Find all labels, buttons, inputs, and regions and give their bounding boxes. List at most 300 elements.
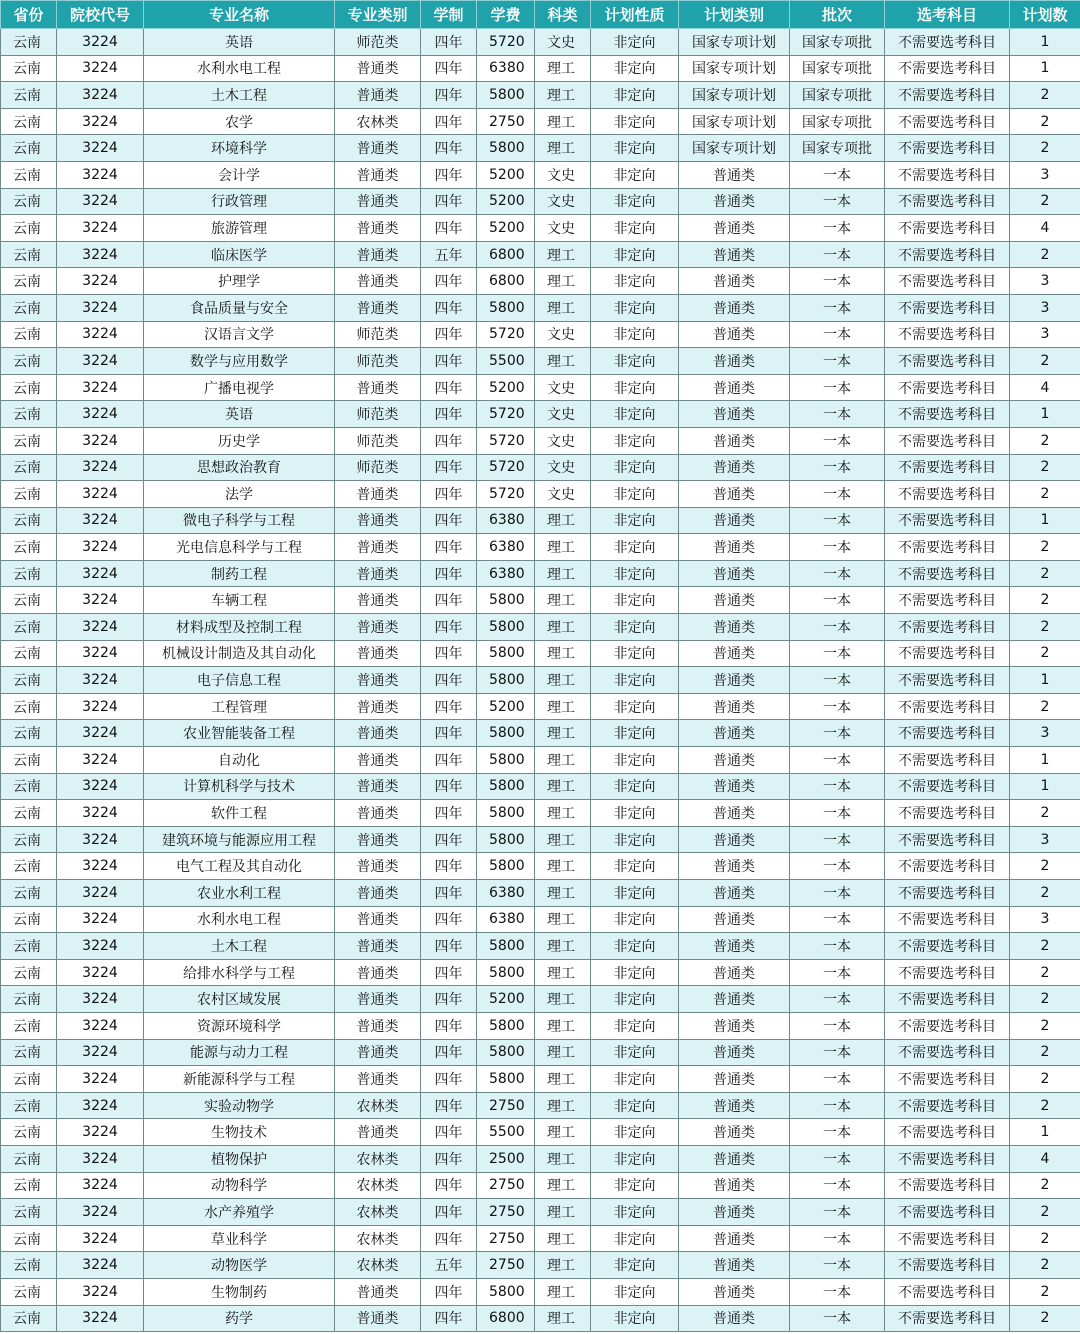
cell-col-school-code: 3224 — [57, 933, 144, 960]
cell-col-plan-nature: 非定向 — [591, 747, 679, 774]
cell-col-subject: 文史 — [535, 321, 591, 348]
cell-col-province: 云南 — [1, 481, 57, 508]
table-row — [1, 241, 1080, 268]
table-row — [1, 906, 1080, 933]
cell-col-tuition: 5720 — [477, 454, 535, 481]
cell-col-major-name: 新能源科学与工程 — [144, 1066, 335, 1093]
header-col-duration: 学制 — [421, 1, 477, 29]
cell-col-plan-category: 普通类 — [679, 667, 790, 694]
cell-col-plan-category: 普通类 — [679, 534, 790, 561]
cell-col-duration: 四年 — [421, 268, 477, 295]
cell-col-duration: 四年 — [421, 215, 477, 242]
cell-col-major-type: 普通类 — [335, 1119, 421, 1146]
cell-col-plan-count: 2 — [1010, 614, 1080, 641]
cell-col-plan-count: 1 — [1010, 773, 1080, 800]
cell-col-school-code: 3224 — [57, 82, 144, 109]
cell-col-tuition: 5800 — [477, 933, 535, 960]
cell-col-plan-count: 2 — [1010, 1199, 1080, 1226]
cell-col-major-name: 食品质量与安全 — [144, 294, 335, 321]
cell-col-province: 云南 — [1, 55, 57, 82]
cell-col-elective-subjects: 不需要选考科目 — [885, 1172, 1010, 1199]
cell-col-duration: 四年 — [421, 614, 477, 641]
table-row — [1, 215, 1080, 242]
cell-col-duration: 四年 — [421, 82, 477, 109]
cell-col-duration: 四年 — [421, 29, 477, 56]
cell-col-elective-subjects: 不需要选考科目 — [885, 1199, 1010, 1226]
cell-col-major-name: 微电子科学与工程 — [144, 507, 335, 534]
table-row — [1, 587, 1080, 614]
cell-col-school-code: 3224 — [57, 693, 144, 720]
cell-col-plan-count: 2 — [1010, 427, 1080, 454]
cell-col-duration: 四年 — [421, 933, 477, 960]
cell-col-duration: 五年 — [421, 241, 477, 268]
cell-col-major-type: 普通类 — [335, 188, 421, 215]
cell-col-major-name: 思想政治教育 — [144, 454, 335, 481]
cell-col-tuition: 5500 — [477, 1119, 535, 1146]
cell-col-duration: 四年 — [421, 1278, 477, 1305]
cell-col-plan-count: 3 — [1010, 906, 1080, 933]
cell-col-major-name: 光电信息科学与工程 — [144, 534, 335, 561]
cell-col-subject: 理工 — [535, 108, 591, 135]
cell-col-subject: 理工 — [535, 1012, 591, 1039]
cell-col-batch: 一本 — [790, 534, 885, 561]
cell-col-duration: 四年 — [421, 1199, 477, 1226]
cell-col-school-code: 3224 — [57, 1012, 144, 1039]
cell-col-major-name: 计算机科学与技术 — [144, 773, 335, 800]
cell-col-plan-nature: 非定向 — [591, 1172, 679, 1199]
cell-col-tuition: 6380 — [477, 560, 535, 587]
table-row — [1, 693, 1080, 720]
cell-col-major-name: 会计学 — [144, 161, 335, 188]
cell-col-major-name: 建筑环境与能源应用工程 — [144, 826, 335, 853]
cell-col-major-type: 普通类 — [335, 587, 421, 614]
cell-col-batch: 一本 — [790, 374, 885, 401]
cell-col-tuition: 5720 — [477, 321, 535, 348]
cell-col-province: 云南 — [1, 587, 57, 614]
cell-col-plan-category: 普通类 — [679, 268, 790, 295]
table-row — [1, 294, 1080, 321]
cell-col-school-code: 3224 — [57, 587, 144, 614]
cell-col-duration: 四年 — [421, 294, 477, 321]
cell-col-batch: 一本 — [790, 560, 885, 587]
cell-col-duration: 四年 — [421, 693, 477, 720]
cell-col-major-name: 资源环境科学 — [144, 1012, 335, 1039]
cell-col-major-type: 普通类 — [335, 720, 421, 747]
cell-col-duration: 四年 — [421, 534, 477, 561]
cell-col-plan-count: 2 — [1010, 135, 1080, 162]
cell-col-province: 云南 — [1, 853, 57, 880]
cell-col-province: 云南 — [1, 933, 57, 960]
cell-col-batch: 一本 — [790, 294, 885, 321]
cell-col-plan-nature: 非定向 — [591, 667, 679, 694]
cell-col-major-type: 普通类 — [335, 933, 421, 960]
cell-col-subject: 理工 — [535, 747, 591, 774]
cell-col-plan-category: 普通类 — [679, 747, 790, 774]
cell-col-plan-nature: 非定向 — [591, 1305, 679, 1332]
cell-col-subject: 理工 — [535, 1039, 591, 1066]
cell-col-subject: 理工 — [535, 1066, 591, 1093]
cell-col-plan-nature: 非定向 — [591, 587, 679, 614]
cell-col-tuition: 5200 — [477, 693, 535, 720]
cell-col-batch: 一本 — [790, 348, 885, 375]
cell-col-subject: 文史 — [535, 454, 591, 481]
cell-col-elective-subjects: 不需要选考科目 — [885, 906, 1010, 933]
cell-col-batch: 一本 — [790, 587, 885, 614]
cell-col-province: 云南 — [1, 880, 57, 907]
cell-col-major-name: 动物科学 — [144, 1172, 335, 1199]
cell-col-province: 云南 — [1, 1199, 57, 1226]
cell-col-major-name: 广播电视学 — [144, 374, 335, 401]
cell-col-major-name: 生物技术 — [144, 1119, 335, 1146]
cell-col-subject: 理工 — [535, 1252, 591, 1279]
cell-col-major-type: 普通类 — [335, 82, 421, 109]
cell-col-major-name: 护理学 — [144, 268, 335, 295]
cell-col-elective-subjects: 不需要选考科目 — [885, 1012, 1010, 1039]
cell-col-plan-count: 2 — [1010, 1066, 1080, 1093]
cell-col-plan-category: 普通类 — [679, 348, 790, 375]
cell-col-subject: 理工 — [535, 1225, 591, 1252]
cell-col-plan-category: 普通类 — [679, 826, 790, 853]
cell-col-school-code: 3224 — [57, 481, 144, 508]
cell-col-tuition: 6380 — [477, 880, 535, 907]
cell-col-elective-subjects: 不需要选考科目 — [885, 1225, 1010, 1252]
cell-col-plan-category: 普通类 — [679, 1039, 790, 1066]
cell-col-province: 云南 — [1, 135, 57, 162]
cell-col-plan-nature: 非定向 — [591, 959, 679, 986]
cell-col-tuition: 2750 — [477, 1172, 535, 1199]
cell-col-subject: 理工 — [535, 880, 591, 907]
cell-col-major-name: 软件工程 — [144, 800, 335, 827]
cell-col-plan-count: 1 — [1010, 1119, 1080, 1146]
cell-col-duration: 四年 — [421, 374, 477, 401]
cell-col-major-name: 材料成型及控制工程 — [144, 614, 335, 641]
cell-col-province: 云南 — [1, 374, 57, 401]
cell-col-duration: 四年 — [421, 188, 477, 215]
cell-col-plan-count: 2 — [1010, 800, 1080, 827]
cell-col-plan-nature: 非定向 — [591, 108, 679, 135]
table-row — [1, 188, 1080, 215]
cell-col-plan-nature: 非定向 — [591, 986, 679, 1013]
cell-col-plan-count: 2 — [1010, 959, 1080, 986]
cell-col-province: 云南 — [1, 534, 57, 561]
cell-col-plan-count: 4 — [1010, 374, 1080, 401]
cell-col-plan-count: 2 — [1010, 188, 1080, 215]
cell-col-batch: 一本 — [790, 693, 885, 720]
cell-col-major-type: 普通类 — [335, 1278, 421, 1305]
cell-col-elective-subjects: 不需要选考科目 — [885, 294, 1010, 321]
cell-col-major-type: 普通类 — [335, 135, 421, 162]
cell-col-major-name: 法学 — [144, 481, 335, 508]
cell-col-school-code: 3224 — [57, 773, 144, 800]
cell-col-major-type: 普通类 — [335, 986, 421, 1013]
cell-col-province: 云南 — [1, 640, 57, 667]
cell-col-subject: 理工 — [535, 1278, 591, 1305]
table-row — [1, 1225, 1080, 1252]
cell-col-tuition: 5200 — [477, 161, 535, 188]
cell-col-tuition: 5800 — [477, 1278, 535, 1305]
cell-col-major-name: 给排水科学与工程 — [144, 959, 335, 986]
table-row — [1, 1066, 1080, 1093]
table-header-row — [1, 1, 1080, 29]
cell-col-major-type: 普通类 — [335, 161, 421, 188]
table-row — [1, 135, 1080, 162]
cell-col-subject: 理工 — [535, 720, 591, 747]
cell-col-tuition: 5800 — [477, 614, 535, 641]
cell-col-batch: 一本 — [790, 640, 885, 667]
cell-col-subject: 理工 — [535, 1199, 591, 1226]
cell-col-batch: 一本 — [790, 1092, 885, 1119]
cell-col-subject: 理工 — [535, 587, 591, 614]
cell-col-tuition: 5800 — [477, 587, 535, 614]
header-col-elective-subjects: 选考科目 — [885, 1, 1010, 29]
cell-col-duration: 四年 — [421, 986, 477, 1013]
cell-col-province: 云南 — [1, 268, 57, 295]
cell-col-tuition: 5800 — [477, 1012, 535, 1039]
cell-col-batch: 国家专项批 — [790, 108, 885, 135]
cell-col-province: 云南 — [1, 826, 57, 853]
cell-col-major-type: 普通类 — [335, 268, 421, 295]
cell-col-major-type: 农林类 — [335, 108, 421, 135]
cell-col-plan-nature: 非定向 — [591, 427, 679, 454]
cell-col-school-code: 3224 — [57, 1092, 144, 1119]
cell-col-plan-nature: 非定向 — [591, 560, 679, 587]
cell-col-plan-category: 普通类 — [679, 880, 790, 907]
cell-col-major-type: 普通类 — [335, 800, 421, 827]
cell-col-major-type: 普通类 — [335, 241, 421, 268]
cell-col-plan-category: 国家专项计划 — [679, 108, 790, 135]
table-body — [1, 29, 1080, 1332]
cell-col-batch: 一本 — [790, 1278, 885, 1305]
cell-col-batch: 一本 — [790, 1305, 885, 1332]
cell-col-major-type: 农林类 — [335, 1172, 421, 1199]
table-row — [1, 1278, 1080, 1305]
cell-col-plan-nature: 非定向 — [591, 215, 679, 242]
cell-col-plan-count: 2 — [1010, 348, 1080, 375]
cell-col-major-name: 数学与应用数学 — [144, 348, 335, 375]
cell-col-plan-count: 2 — [1010, 108, 1080, 135]
cell-col-major-name: 水利水电工程 — [144, 55, 335, 82]
cell-col-major-type: 普通类 — [335, 294, 421, 321]
cell-col-tuition: 2750 — [477, 1199, 535, 1226]
table-row — [1, 1092, 1080, 1119]
cell-col-major-type: 师范类 — [335, 454, 421, 481]
cell-col-major-name: 水利水电工程 — [144, 906, 335, 933]
cell-col-plan-category: 国家专项计划 — [679, 55, 790, 82]
table-row — [1, 720, 1080, 747]
cell-col-plan-count: 1 — [1010, 747, 1080, 774]
cell-col-subject: 理工 — [535, 82, 591, 109]
cell-col-tuition: 5200 — [477, 374, 535, 401]
cell-col-elective-subjects: 不需要选考科目 — [885, 241, 1010, 268]
cell-col-batch: 一本 — [790, 321, 885, 348]
cell-col-batch: 一本 — [790, 401, 885, 428]
cell-col-duration: 四年 — [421, 55, 477, 82]
cell-col-major-type: 普通类 — [335, 481, 421, 508]
cell-col-duration: 四年 — [421, 321, 477, 348]
cell-col-elective-subjects: 不需要选考科目 — [885, 560, 1010, 587]
cell-col-plan-count: 3 — [1010, 321, 1080, 348]
cell-col-tuition: 5800 — [477, 82, 535, 109]
cell-col-major-type: 普通类 — [335, 1066, 421, 1093]
cell-col-plan-nature: 非定向 — [591, 1145, 679, 1172]
cell-col-tuition: 6380 — [477, 507, 535, 534]
cell-col-major-name: 实验动物学 — [144, 1092, 335, 1119]
cell-col-plan-category: 普通类 — [679, 481, 790, 508]
cell-col-province: 云南 — [1, 1092, 57, 1119]
cell-col-duration: 四年 — [421, 1012, 477, 1039]
table-row — [1, 108, 1080, 135]
cell-col-major-name: 土木工程 — [144, 82, 335, 109]
cell-col-batch: 一本 — [790, 1145, 885, 1172]
cell-col-province: 云南 — [1, 906, 57, 933]
cell-col-major-type: 师范类 — [335, 401, 421, 428]
cell-col-batch: 国家专项批 — [790, 135, 885, 162]
cell-col-major-name: 电子信息工程 — [144, 667, 335, 694]
cell-col-province: 云南 — [1, 1039, 57, 1066]
cell-col-school-code: 3224 — [57, 1119, 144, 1146]
cell-col-major-name: 农业水利工程 — [144, 880, 335, 907]
header-col-plan-count: 计划数 — [1010, 1, 1080, 29]
cell-col-plan-count: 4 — [1010, 1145, 1080, 1172]
cell-col-school-code: 3224 — [57, 986, 144, 1013]
cell-col-batch: 一本 — [790, 933, 885, 960]
cell-col-tuition: 5800 — [477, 667, 535, 694]
cell-col-school-code: 3224 — [57, 826, 144, 853]
cell-col-tuition: 5800 — [477, 1066, 535, 1093]
table-row — [1, 82, 1080, 109]
cell-col-plan-count: 4 — [1010, 215, 1080, 242]
cell-col-plan-nature: 非定向 — [591, 773, 679, 800]
cell-col-plan-count: 2 — [1010, 933, 1080, 960]
cell-col-plan-count: 2 — [1010, 986, 1080, 1013]
cell-col-elective-subjects: 不需要选考科目 — [885, 1092, 1010, 1119]
cell-col-province: 云南 — [1, 773, 57, 800]
table-row — [1, 29, 1080, 56]
cell-col-plan-count: 1 — [1010, 401, 1080, 428]
cell-col-plan-nature: 非定向 — [591, 55, 679, 82]
cell-col-batch: 一本 — [790, 773, 885, 800]
cell-col-plan-count: 2 — [1010, 693, 1080, 720]
cell-col-province: 云南 — [1, 454, 57, 481]
cell-col-major-type: 普通类 — [335, 215, 421, 242]
table-row — [1, 986, 1080, 1013]
cell-col-subject: 理工 — [535, 1092, 591, 1119]
cell-col-province: 云南 — [1, 959, 57, 986]
cell-col-tuition: 2750 — [477, 1252, 535, 1279]
header-col-tuition: 学费 — [477, 1, 535, 29]
cell-col-tuition: 5800 — [477, 294, 535, 321]
cell-col-elective-subjects: 不需要选考科目 — [885, 481, 1010, 508]
cell-col-major-name: 制药工程 — [144, 560, 335, 587]
cell-col-plan-count: 3 — [1010, 268, 1080, 295]
table-row — [1, 640, 1080, 667]
cell-col-plan-category: 普通类 — [679, 454, 790, 481]
cell-col-duration: 四年 — [421, 1039, 477, 1066]
cell-col-duration: 四年 — [421, 1305, 477, 1332]
cell-col-plan-count: 2 — [1010, 640, 1080, 667]
cell-col-school-code: 3224 — [57, 1278, 144, 1305]
cell-col-duration: 四年 — [421, 853, 477, 880]
cell-col-duration: 四年 — [421, 1092, 477, 1119]
table-row — [1, 268, 1080, 295]
cell-col-school-code: 3224 — [57, 1252, 144, 1279]
cell-col-duration: 四年 — [421, 427, 477, 454]
cell-col-batch: 一本 — [790, 1119, 885, 1146]
cell-col-duration: 四年 — [421, 880, 477, 907]
cell-col-school-code: 3224 — [57, 853, 144, 880]
cell-col-duration: 四年 — [421, 667, 477, 694]
cell-col-province: 云南 — [1, 667, 57, 694]
table-row — [1, 1119, 1080, 1146]
cell-col-subject: 理工 — [535, 1305, 591, 1332]
cell-col-plan-count: 2 — [1010, 853, 1080, 880]
cell-col-tuition: 5720 — [477, 401, 535, 428]
cell-col-tuition: 5720 — [477, 481, 535, 508]
cell-col-batch: 一本 — [790, 1172, 885, 1199]
cell-col-province: 云南 — [1, 241, 57, 268]
cell-col-batch: 一本 — [790, 454, 885, 481]
cell-col-elective-subjects: 不需要选考科目 — [885, 1039, 1010, 1066]
cell-col-plan-nature: 非定向 — [591, 1225, 679, 1252]
cell-col-plan-nature: 非定向 — [591, 374, 679, 401]
cell-col-major-name: 车辆工程 — [144, 587, 335, 614]
cell-col-province: 云南 — [1, 1172, 57, 1199]
cell-col-tuition: 5800 — [477, 1039, 535, 1066]
cell-col-plan-nature: 非定向 — [591, 82, 679, 109]
cell-col-school-code: 3224 — [57, 108, 144, 135]
cell-col-plan-category: 国家专项计划 — [679, 82, 790, 109]
cell-col-school-code: 3224 — [57, 161, 144, 188]
cell-col-batch: 一本 — [790, 720, 885, 747]
cell-col-plan-nature: 非定向 — [591, 161, 679, 188]
cell-col-school-code: 3224 — [57, 188, 144, 215]
table-row — [1, 427, 1080, 454]
cell-col-major-type: 农林类 — [335, 1252, 421, 1279]
cell-col-tuition: 2500 — [477, 1145, 535, 1172]
cell-col-batch: 国家专项批 — [790, 82, 885, 109]
cell-col-duration: 四年 — [421, 135, 477, 162]
cell-col-major-type: 普通类 — [335, 693, 421, 720]
cell-col-plan-count: 2 — [1010, 1305, 1080, 1332]
table-row — [1, 800, 1080, 827]
cell-col-major-type: 普通类 — [335, 374, 421, 401]
cell-col-subject: 理工 — [535, 853, 591, 880]
cell-col-subject: 理工 — [535, 268, 591, 295]
cell-col-major-name: 农业智能装备工程 — [144, 720, 335, 747]
cell-col-major-type: 农林类 — [335, 1225, 421, 1252]
table-row — [1, 614, 1080, 641]
cell-col-duration: 四年 — [421, 507, 477, 534]
cell-col-subject: 理工 — [535, 1172, 591, 1199]
cell-col-plan-category: 普通类 — [679, 161, 790, 188]
cell-col-province: 云南 — [1, 1066, 57, 1093]
cell-col-plan-nature: 非定向 — [591, 401, 679, 428]
cell-col-school-code: 3224 — [57, 241, 144, 268]
cell-col-subject: 文史 — [535, 29, 591, 56]
cell-col-province: 云南 — [1, 29, 57, 56]
cell-col-duration: 四年 — [421, 1145, 477, 1172]
cell-col-school-code: 3224 — [57, 348, 144, 375]
cell-col-plan-count: 2 — [1010, 1278, 1080, 1305]
table-row — [1, 454, 1080, 481]
cell-col-tuition: 2750 — [477, 1092, 535, 1119]
cell-col-elective-subjects: 不需要选考科目 — [885, 108, 1010, 135]
table-row — [1, 959, 1080, 986]
cell-col-duration: 四年 — [421, 348, 477, 375]
cell-col-plan-category: 普通类 — [679, 1012, 790, 1039]
cell-col-plan-count: 2 — [1010, 560, 1080, 587]
cell-col-plan-nature: 非定向 — [591, 268, 679, 295]
